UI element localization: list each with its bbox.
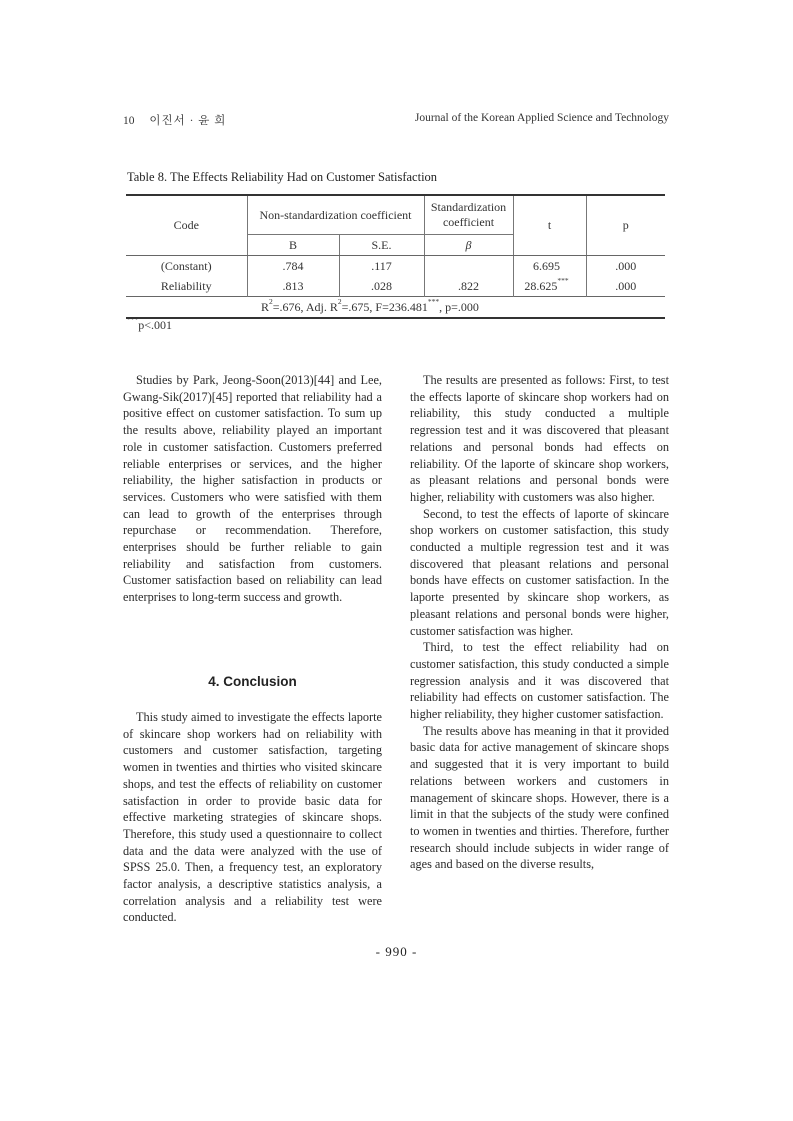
header-page-number: 10 [123,115,135,127]
cell-beta [424,256,513,277]
paragraph: This study aimed to investigate the effects laporte of skincare shop workers had on reliability with customers and customer satisfaction, targeting women in twenties and thirties who visited skincare shops, and test the effects of reliability on customer satisfaction in order to provide basic data for effective marketing strategies of skincare shops. Therefore, this study used a questionnaire to collect data and the data were analyzed with the use of SPSS 25.0. Then, a frequency test, an exploratory factor analysis, a descriptive statistics analysis, a correlation analysis and a reliability test were conducted. [123,710,382,925]
header-p: p [586,195,665,256]
cell-beta: .822 [424,276,513,297]
header-left [123,112,226,128]
header-se: S.E. [339,235,424,256]
table-caption: Table 8. The Effects Reliability Had on Customer Satisfaction [127,170,438,184]
summary-r-exp: 2 [269,296,273,306]
summary-p-value: , p=.000 [439,299,479,314]
header-code: Code [126,195,247,256]
summary-r-label: R [261,299,270,314]
table-row [126,276,665,297]
regression-table [126,194,665,319]
header-t: t [513,195,586,256]
header-beta: β [424,235,513,256]
running-header [123,112,669,128]
footnote-text: p<.001 [138,318,173,332]
cell-b: .813 [247,276,339,297]
paragraph: Second, to test the effects of laporte of skincare shop workers on customer satisfaction, this study conducted a multiple regression test and it was discovered that pleasant relations and personal bonds have effects on customer satisfaction. In the laporte presented by skincare shop workers, as pleasant relations and personal bonds were higher, customer satisfaction was higher. [410,506,669,638]
cell-p: .000 [586,256,665,277]
paragraph: The results above has meaning in that it provided basic data for active management of skincare shops and suggested that it is very important to build relations between workers and customers in management of skincare shops. However, there is a limit in that the subjects of the study were confined to women in twenties and thirties. Therefore, further research should include subjects in wider range of ages and based on the diverse results, [410,723,669,872]
page-number: - 990 - [375,944,418,959]
header-nonstandardization: Non-standardization coefficient [247,195,424,235]
paragraph: The results are presented as follows: First, to test the effects laporte of skincare shop workers had on reliability, this study conducted a multiple regression test and it was discovered that pleasant relations and personal bonds had effects on reliability. Of the laporte of skincare shop workers, as pleasant relations and personal bonds were higher, reliability with customers was also higher. [410,373,669,504]
cell-code: Reliability [160,278,212,293]
paragraph: Studies by Park, Jeong-Soon(2013)[44] and Lee, Gwang-Sik(2017)[45] reported that reliability had a positive effect on customer satisfaction. To sum up the results above, reliability played an important role in customer satisfaction. Customers preferred reliable enterprises or services, and the higher reliability, the higher satisfaction in products or services. Customers who were satisfied with them can lead to growth of the enterprises through repurchase or recommendation. Therefore, enterprises should be further reliable to gain reliability and satisfaction from customers. Customer satisfaction based on reliability can lead enterprises to long-term success and growth. [123,373,382,605]
table-summary-row [126,297,665,319]
left-column-text [123,372,382,606]
summary-f-sig: *** [427,296,440,306]
footnote-sig: *** [127,315,139,324]
cell-se: .117 [339,256,424,277]
cell-b: .784 [247,256,339,277]
cell-p: .000 [586,276,665,297]
right-column-text [410,372,669,873]
cell-t-sig: *** [557,275,569,285]
summary-adj-value: =.675, F=236.481 [341,299,428,314]
section-heading: 4. Conclusion [208,674,297,689]
header-standardization: Standardization coefficient [424,195,513,235]
table-footnote [127,315,173,333]
paragraph: Third, to test the effect reliability had on customer satisfaction, this study conducted a simple regression analysis and it was discovered that reliability had effects on customer satisfaction. The higher reliability, they higher customer satisfaction. [410,640,669,722]
cell-t [513,256,586,277]
table-row [126,256,665,277]
model-summary [247,297,665,319]
summary-r-value: =.676, Adj. R [272,299,338,314]
cell-t-value: 28.625 [524,278,558,293]
summary-adj-exp: 2 [337,296,342,306]
header-journal-name: Journal of the Korean Applied Science and Technology [414,112,669,124]
cell-t-value: 6.695 [533,258,560,273]
conclusion-text [123,709,382,926]
header-authors: 이진서 · 윤 희 [149,115,227,127]
cell-se: .028 [339,276,424,297]
cell-t [513,276,586,297]
cell-code: (Constant) [160,258,212,273]
header-b: B [247,235,339,256]
